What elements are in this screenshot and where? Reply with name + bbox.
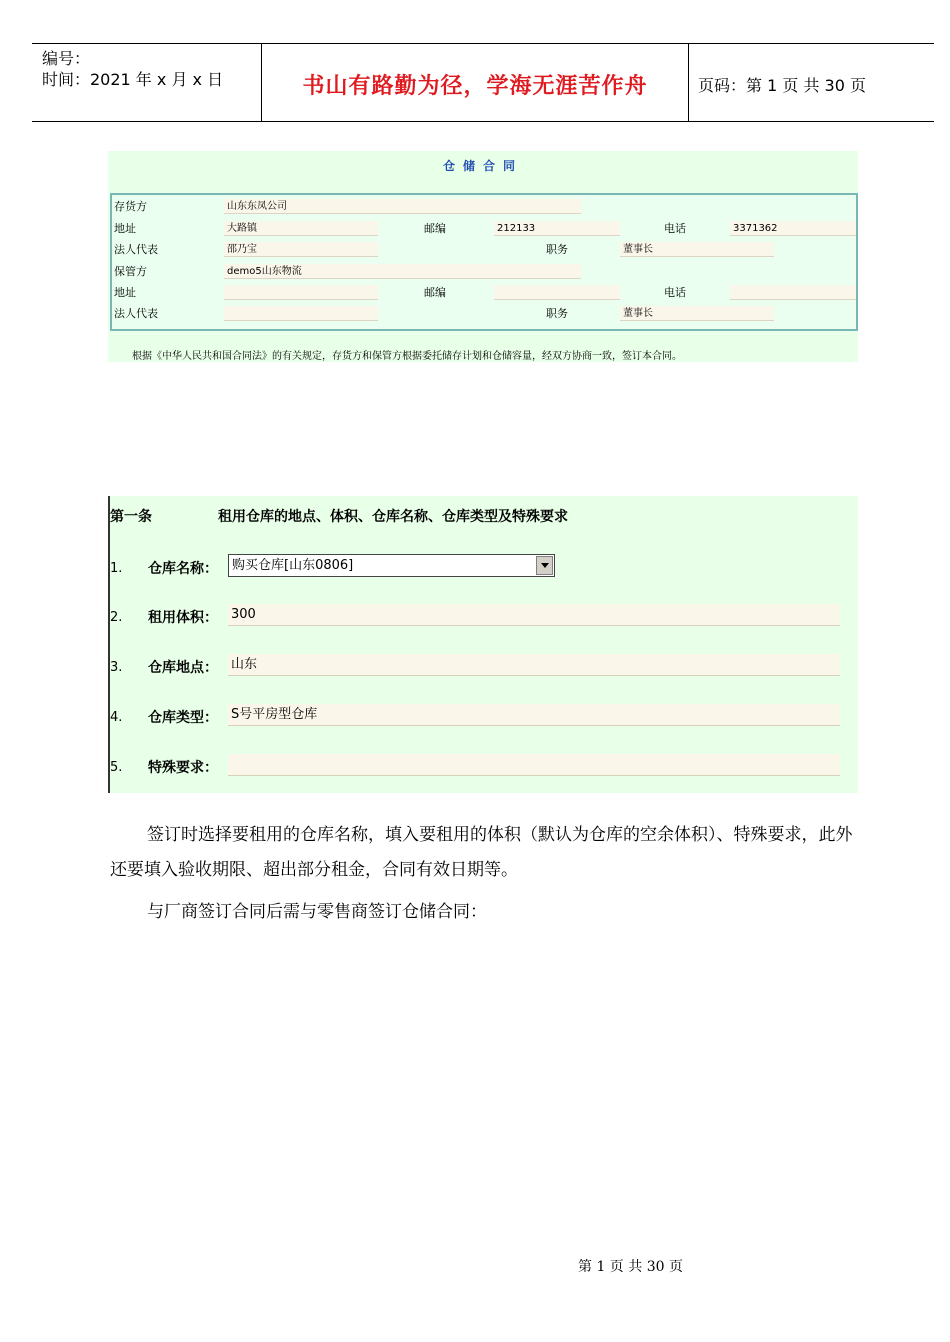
row-number: 1.	[110, 561, 123, 576]
warehouse-location-field[interactable]: 山东	[228, 654, 840, 676]
party-info-box	[110, 193, 858, 331]
page-info: 页码：第 1 页 共 30 页	[698, 76, 866, 95]
keeper-position-field[interactable]: 董事长	[620, 306, 774, 321]
keeper-position-label: 职务	[546, 307, 568, 320]
contract-note: 根据《中华人民共和国合同法》的有关规定，存货方和保管方根据委托储存计划和仓储容量，经双方协商一致，签订本合同。	[132, 351, 682, 362]
body-paragraph: 签订时选择要租用的仓库名称，填入要租用的体积（默认为仓库的空余体积）、特殊要求，此外还要填入验收期限、超出部分租金，合同有效日期等。	[110, 825, 853, 880]
warehouse-name-value: 购买仓库[山东0806]	[232, 558, 354, 573]
phone-field[interactable]: 3371362	[730, 221, 856, 236]
keeper-phone-label: 电话	[664, 286, 686, 299]
position-field[interactable]: 董事长	[620, 242, 774, 257]
position-label: 职务	[546, 243, 568, 256]
keeper-legal-rep-field[interactable]	[224, 306, 378, 321]
chevron-down-icon[interactable]	[536, 556, 553, 575]
special-requirements-label: 特殊要求：	[148, 760, 218, 776]
keeper-phone-field[interactable]	[730, 285, 856, 300]
header-meta	[42, 48, 223, 90]
row-number: 4.	[110, 710, 123, 725]
row-number: 2.	[110, 610, 123, 625]
special-requirements-field[interactable]	[228, 754, 840, 776]
article-heading: 租用仓库的地点、体积、仓库名称、仓库类型及特殊要求	[218, 509, 568, 525]
keeper-postcode-field[interactable]	[494, 285, 620, 300]
page-header	[32, 43, 934, 122]
motto: 书山有路勤为径，学海无涯苦作舟	[302, 74, 648, 99]
phone-label: 电话	[664, 222, 686, 235]
warehouse-type-label: 仓库类型：	[148, 710, 218, 726]
address-label: 地址	[114, 222, 136, 235]
body-paragraph: 与厂商签订合同后需与零售商签订仓储合同：	[147, 902, 487, 922]
row-number: 3.	[110, 660, 123, 675]
keeper-address-label: 地址	[114, 286, 136, 299]
article-number: 第一条	[110, 509, 152, 525]
legal-rep-label: 法人代表	[114, 243, 158, 256]
warehouse-location-label: 仓库地点：	[148, 660, 218, 676]
postcode-field[interactable]: 212133	[494, 221, 620, 236]
rent-volume-field[interactable]: 300	[228, 604, 840, 626]
contract-title: 仓储合同	[442, 159, 523, 173]
warehouse-name-label: 仓库名称：	[148, 561, 218, 577]
legal-rep-field[interactable]: 邵乃宝	[224, 242, 378, 257]
keeper-legal-rep-label: 法人代表	[114, 307, 158, 320]
page-footer: 第 1 页 共 30 页	[578, 1259, 683, 1275]
keeper-address-field[interactable]	[224, 285, 378, 300]
warehouse-name-select[interactable]	[228, 554, 555, 577]
postcode-label: 邮编	[424, 222, 446, 235]
contract-panel	[108, 151, 858, 362]
serial-label: 编号：	[42, 49, 91, 68]
keeper-label: 保管方	[114, 265, 147, 278]
header-divider	[688, 44, 689, 121]
keeper-field[interactable]: demo5山东物流	[224, 264, 581, 279]
depositor-field[interactable]: 山东东凤公司	[224, 199, 581, 214]
rent-volume-label: 租用体积：	[148, 610, 218, 626]
row-number: 5.	[110, 760, 123, 775]
depositor-label: 存货方	[114, 200, 147, 213]
article-panel	[108, 496, 858, 793]
warehouse-type-field[interactable]: S号平房型仓库	[228, 704, 840, 726]
time-label: 时间：2021 年 x 月 x 日	[42, 70, 224, 89]
keeper-postcode-label: 邮编	[424, 286, 446, 299]
address-field[interactable]: 大路镇	[224, 221, 378, 236]
